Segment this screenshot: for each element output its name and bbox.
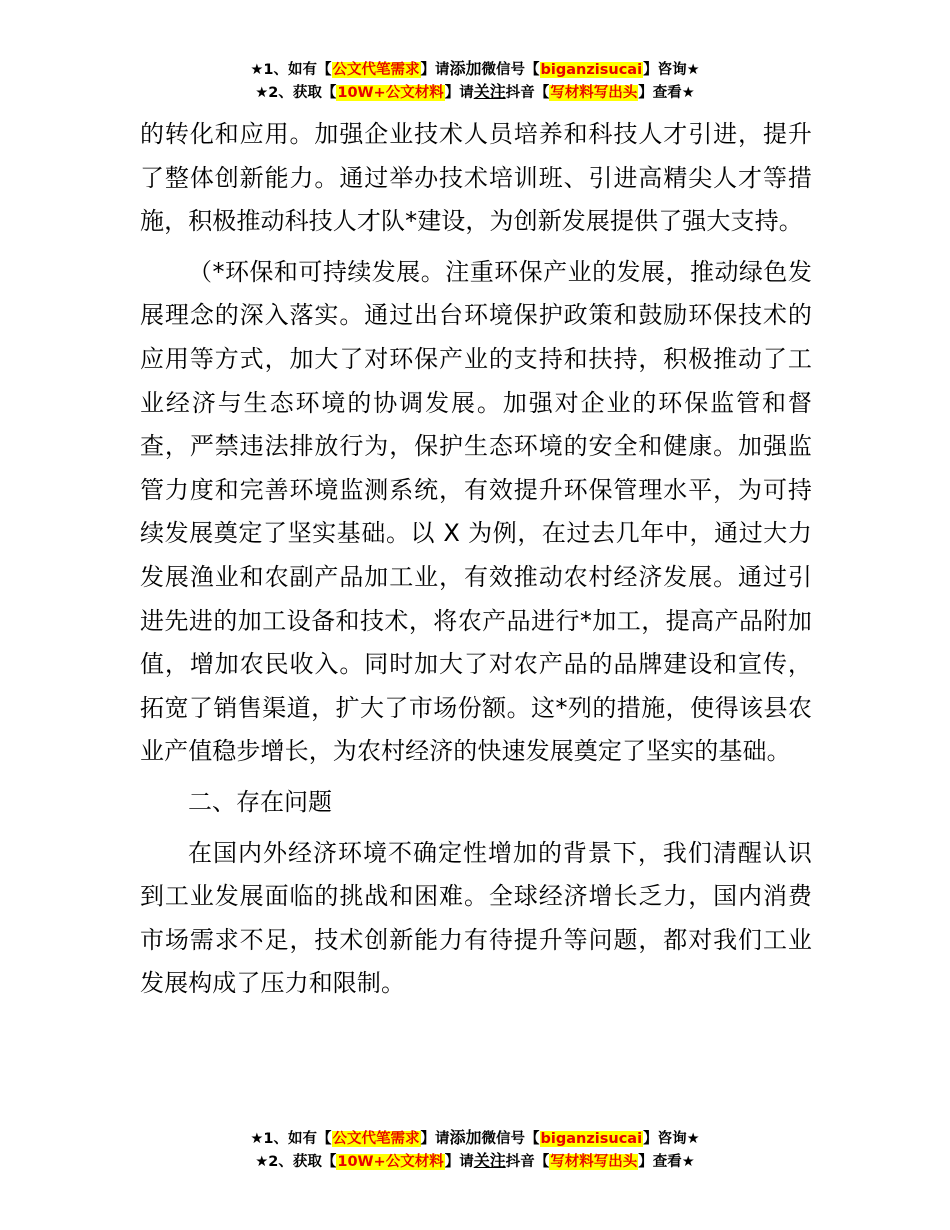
highlight-service: 公文代笔需求: [332, 62, 420, 78]
paragraph-1: 的转化和应用。加强企业技术人员培养和科技人才引进，提升了整体创新能力。通过举办技术培训班、引进高精尖人才等措施，积极推动科技人才队*建设，为创新发展提供了强大支持。: [140, 120, 812, 236]
highlight-douyin-id: 写材料写出头: [550, 1154, 638, 1170]
banner-text: 】请: [444, 85, 474, 101]
document-body: [140, 113, 812, 1013]
header-banner: [0, 58, 950, 104]
banner-emphasis: 关注: [473, 1151, 506, 1170]
highlight-wechat-id: biganzisucai: [540, 62, 643, 78]
banner-emphasis: 添加: [449, 1128, 482, 1147]
banner-text: 】请: [420, 1131, 450, 1147]
banner-text: 抖音【: [505, 1154, 550, 1170]
banner-emphasis: 关注: [473, 82, 506, 101]
banner-text: ★1、如有【: [250, 62, 332, 78]
banner-text: 微信号【: [481, 62, 540, 78]
banner-text: 】查看★: [638, 1154, 695, 1170]
banner-text: 】请: [420, 62, 450, 78]
highlight-materials: 10W+公文材料: [337, 85, 444, 101]
banner-emphasis: 添加: [449, 59, 482, 78]
banner-text: 】咨询★: [643, 1131, 700, 1147]
banner-line-1: [0, 58, 950, 81]
banner-text: ★1、如有【: [250, 1131, 332, 1147]
highlight-service: 公文代笔需求: [332, 1131, 420, 1147]
banner-line-2: [0, 81, 950, 104]
highlight-materials: 10W+公文材料: [337, 1154, 444, 1170]
banner-text: 】查看★: [638, 85, 695, 101]
banner-text: 】请: [444, 1154, 474, 1170]
footer-banner: [0, 1127, 950, 1173]
banner-text: ★2、获取【: [255, 1154, 337, 1170]
highlight-douyin-id: 写材料写出头: [550, 85, 638, 101]
banner-text: 】咨询★: [643, 62, 700, 78]
paragraph-2: （*环保和可持续发展。注重环保产业的发展，推动绿色发展理念的深入落实。通过出台环境保护政策和鼓励环保技术的应用等方式，加大了对环保产业的支持和扶持，积极推动了工业经济与生态环境的协调发展。加强对企业的环保监管和督查，严禁违法排放行为，保护生态环境的安全和健康。加强监管力度和完善环境监测系统，有效提升环保管理水平，为可持续发展奠定了坚实基础。以 X 为例，在过去几年中，通过大力发展渔业和农副产品加工业，有效推动农村经济发展。通过引进先进的加工设备和技术，将农产品进行*加工，提高产品附加值，增加农民收入。同时加大了对农产品的品牌建设和宣传，拓宽了销售渠道，扩大了市场份额。这*列的措施，使得该县农业产值稳步增长，为农村经济的快速发展奠定了坚实的基础。: [140, 257, 812, 766]
banner-line-2: [0, 1150, 950, 1173]
section-heading: 二、存在问题: [188, 787, 332, 816]
banner-text: 微信号【: [481, 1131, 540, 1147]
paragraph-3: 在国内外经济环境不确定性增加的背景下，我们清醒认识到工业发展面临的挑战和困难。全球经济增长乏力，国内消费市场需求不足，技术创新能力有待提升等问题，都对我们工业发展构成了压力和限制。: [140, 838, 812, 998]
banner-text: 抖音【: [505, 85, 550, 101]
banner-line-1: [0, 1127, 950, 1150]
banner-text: ★2、获取【: [255, 85, 337, 101]
highlight-wechat-id: biganzisucai: [540, 1131, 643, 1147]
